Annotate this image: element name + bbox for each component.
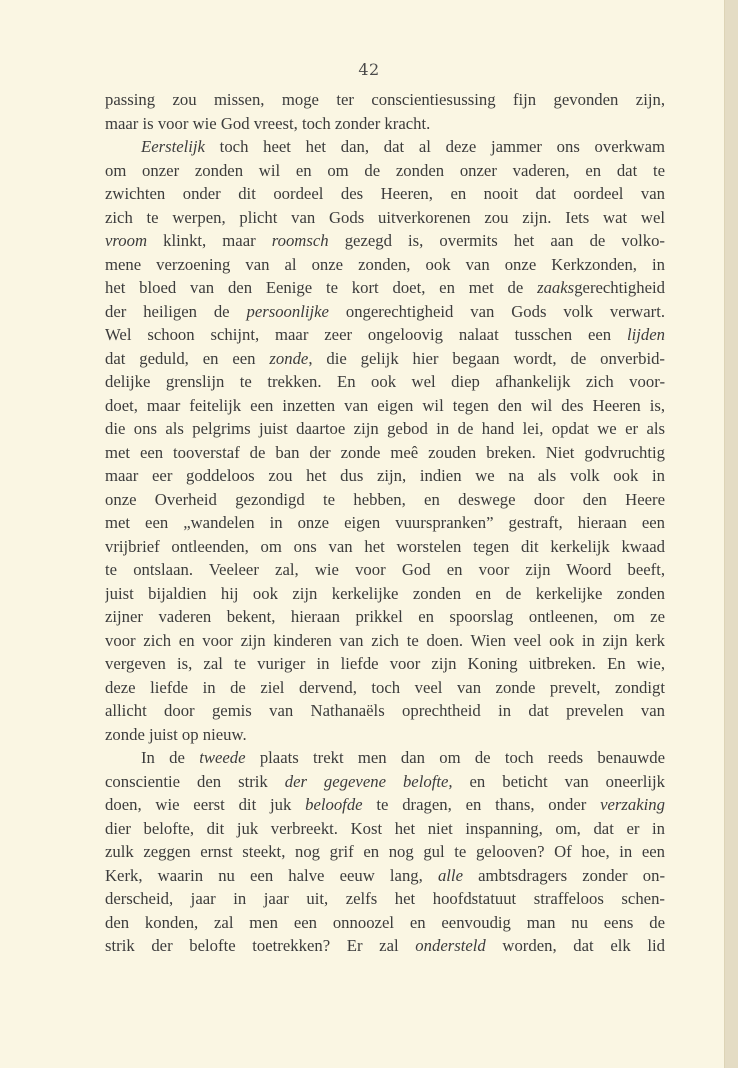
- text-segment: den konden, zal men een onnoozel en eenvoudig man nu eens de: [105, 912, 665, 932]
- text-segment: maar is voor wie God vreest, toch zonder kracht.: [105, 113, 431, 133]
- text-segment: onze Overheid gezondigd te hebben, en deswege door den Heere: [105, 489, 665, 509]
- text-line: [105, 511, 665, 535]
- text-segment: ongerechtigheid van Gods volk verwart.: [328, 301, 665, 321]
- text-segment: strik der belofte toetrekken? Er zal: [105, 936, 416, 955]
- italic-segment: alle: [437, 865, 463, 885]
- text-segment: vergeven is, zal te vuriger in liefde voor zijn Koning uitbreken. En wie,: [105, 654, 665, 673]
- text-line: [105, 887, 665, 911]
- text-segment: zwichten onder dit oordeel des Heeren, en nooit dat oordeel van: [105, 184, 665, 203]
- text-line: [105, 394, 665, 418]
- text-line: [105, 535, 665, 559]
- text-line: [105, 182, 665, 206]
- text-line: [105, 629, 665, 653]
- page-number: 42: [358, 60, 380, 79]
- text-segment: maar eer goddeloos zou het dus zijn, indien we na als volk ook in: [105, 466, 665, 485]
- text-segment: klinkt, maar: [147, 231, 272, 250]
- text-line: [105, 253, 665, 277]
- text-segment: derscheid, jaar in jaar uit, zelfs het hoofdstatuut straffeloos schen-: [105, 889, 665, 908]
- italic-segment: roomsch: [271, 231, 329, 250]
- text-segment: dier belofte, dit juk verbreekt. Kost het niet inspanning, om, dat er in: [105, 818, 665, 838]
- text-line: [105, 441, 665, 465]
- text-line: [105, 770, 665, 794]
- text-segment: gerechtigheid: [574, 278, 665, 297]
- italic-segment: ondersteld: [415, 936, 486, 955]
- text-line: [105, 746, 665, 770]
- text-line: [105, 723, 665, 747]
- text-segment: In de: [141, 748, 200, 767]
- text-segment: voor zich en voor zijn kinderen van zich te doen. Wien veel ook in zijn kerk: [105, 630, 665, 650]
- text-line: [105, 276, 665, 300]
- text-line: [105, 417, 665, 441]
- text-segment: passing zou missen, moge ter conscientiesussing fijn gevonden zijn,: [105, 90, 665, 109]
- italic-segment: zonde: [269, 348, 309, 368]
- text-line: [105, 347, 665, 371]
- italic-segment: Eerstelijk: [141, 137, 205, 156]
- text-line: [105, 206, 665, 230]
- text-segment: en beticht van oneerlijk: [452, 771, 665, 791]
- italic-segment: lijden: [626, 325, 665, 344]
- text-segment: juist bijaldien hij ook zijn kerkelijke zonden en de kerkelijke zonden: [105, 583, 665, 603]
- text-segment: delijke grenslijn te trekken. En ook wel diep afhankelijk zich voor-: [105, 372, 665, 391]
- text-line: [105, 605, 665, 629]
- text-segment: te ontslaan. Veeleer zal, wie voor God en voor zijn Woord beeft,: [105, 560, 665, 579]
- body-text: [105, 88, 665, 958]
- text-line: [105, 370, 665, 394]
- text-segment: toch heet het dan, dat al deze jammer ons overkwam: [204, 137, 665, 156]
- text-line: [105, 488, 665, 512]
- text-segment: doen, wie eerst dit juk: [105, 795, 306, 814]
- text-line: [105, 229, 665, 253]
- text-line: [105, 300, 665, 324]
- text-segment: plaats trekt men dan om de toch reeds benauwde: [245, 748, 665, 767]
- text-line: [105, 464, 665, 488]
- text-segment: mene verzoening van al onze zonden, ook van onze Kerkzonden, in: [105, 254, 665, 274]
- text-segment: zich te werpen, plicht van Gods uitverkorenen zou zijn. Iets wat wel: [105, 207, 665, 227]
- text-segment: Wel schoon schijnt, maar zeer ongeloovig nalaat tusschen een: [105, 325, 627, 344]
- text-segment: der heiligen de: [105, 301, 247, 321]
- italic-segment: beloofde: [305, 795, 363, 814]
- text-segment: het bloed van den Eenige te kort doet, en met de: [105, 278, 538, 297]
- italic-segment: verzaking: [600, 795, 665, 814]
- text-line: [105, 864, 665, 888]
- text-segment: die ons als pelgrims juist daartoe zijn gebod in de hand lei, opdat we er als: [105, 419, 665, 438]
- text-line: [105, 112, 665, 136]
- text-line: [105, 135, 665, 159]
- text-segment: te dragen, en thans, onder: [362, 795, 601, 814]
- text-segment: met een tooverstaf de ban der zonde meê zouden breken. Niet godvruchtig: [105, 442, 665, 462]
- italic-segment: tweede: [199, 748, 246, 767]
- italic-segment: zaaks: [537, 278, 575, 297]
- text-segment: om onzer zonden wil en om de zonden onzer vaderen, en dat te: [105, 160, 665, 180]
- text-line: [105, 911, 665, 935]
- text-line: [105, 699, 665, 723]
- text-line: [105, 934, 665, 958]
- text-segment: ambtsdragers zonder on-: [462, 865, 665, 885]
- text-segment: zulk zeggen ernst steekt, nog grif en nog gul te gelooven? Of hoe, in een: [105, 842, 665, 861]
- text-segment: worden, dat elk lid: [485, 936, 665, 955]
- text-segment: allicht door gemis van Nathanaëls oprechtheid in dat prevelen van: [105, 701, 665, 720]
- text-line: [105, 817, 665, 841]
- text-line: [105, 558, 665, 582]
- text-segment: met een „wandelen in onze eigen vuurspranken” gestraft, hieraan een: [105, 513, 665, 532]
- text-line: [105, 652, 665, 676]
- text-line: [105, 840, 665, 864]
- text-segment: vrijbrief ontleenden, om ons van het worstelen tegen dit kerkelijk kwaad: [105, 536, 665, 556]
- text-line: [105, 582, 665, 606]
- text-segment: deze liefde in de ziel dervend, toch veel van zonde prevelt, zondigt: [105, 677, 665, 697]
- italic-segment: persoonlijke: [246, 301, 329, 321]
- text-segment: conscientie den strik: [105, 771, 285, 791]
- italic-segment: der gegevene belofte,: [284, 771, 453, 791]
- text-line: [105, 793, 665, 817]
- text-segment: gezegd is, overmits het aan de volko-: [328, 231, 665, 250]
- text-segment: zonde juist op nieuw.: [105, 724, 247, 744]
- text-line: [105, 676, 665, 700]
- text-line: [105, 88, 665, 112]
- text-segment: zijner vaderen bekent, hieraan prikkel en spoorslag ontleenen, om ze: [105, 607, 665, 626]
- text-segment: Kerk, waarin nu een halve eeuw lang,: [105, 865, 438, 885]
- text-segment: dat geduld, en een: [105, 348, 270, 368]
- text-segment: , die gelijk hier begaan wordt, de onverbid-: [308, 348, 665, 368]
- text-segment: doet, maar feitelijk een inzetten van eigen wil tegen den wil des Heeren is,: [105, 395, 665, 415]
- italic-segment: vroom: [105, 231, 148, 250]
- text-line: [105, 159, 665, 183]
- text-line: [105, 323, 665, 347]
